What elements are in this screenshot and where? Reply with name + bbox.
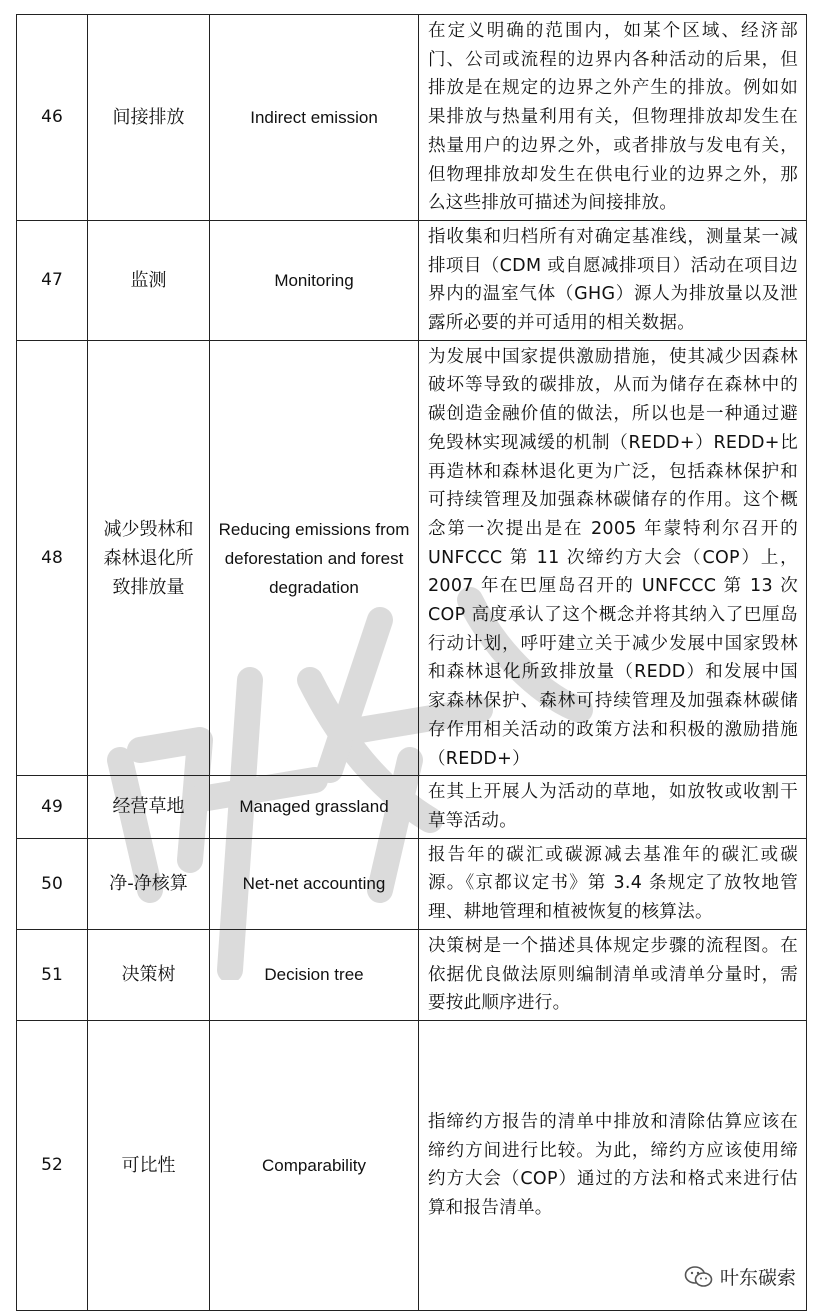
term-definition: 报告年的碳汇或碳源减去基准年的碳汇或碳源。《京都议定书》第 3.4 条规定了放牧地管理、耕地管理和植被恢复的核算法。 xyxy=(419,838,807,929)
table-row xyxy=(17,929,807,1020)
term-chinese: 净-净核算 xyxy=(88,838,210,929)
glossary-table xyxy=(16,14,807,1311)
term-definition: 决策树是一个描述具体规定步骤的流程图。在依据优良做法原则编制清单或清单分量时，需要按此顺序进行。 xyxy=(419,929,807,1020)
term-english: Reducing emissions from deforestation and forest degradation xyxy=(210,340,419,776)
footer-logo xyxy=(680,1261,800,1292)
table-row xyxy=(17,838,807,929)
term-number: 48 xyxy=(17,340,88,776)
brand-name: 叶东碳索 xyxy=(719,1267,796,1289)
term-number: 52 xyxy=(17,1020,88,1310)
term-definition: 为发展中国家提供激励措施，使其减少因森林破坏等导致的碳排放，从而为储存在森林中的碳创造金融价值的做法，所以也是一种通过避免毁林实现减缓的机制（REDD+）REDD+比再造林和森林退化更为广泛，包括森林保护和可持续管理及加强森林碳储存的作用。这个概念第一次提出是在 2005 年蒙特利尔召开的UNFCCC 第 11 次缔约方大会（COP）上，2007 年在巴厘岛召开的 UNFCCC 第 13 次 COP 高度承认了这个概念并将其纳入了巴厘岛行动计划，呼吁建立关于减少发展中国家毁林和森林退化所致排放量（REDD）和发展中国家森林保护、森林可持续管理及加强森林碳储存作用相关活动的政策方法和积极的激励措施（REDD+） xyxy=(419,340,807,776)
term-chinese: 决策树 xyxy=(88,929,210,1020)
table-row xyxy=(17,220,807,340)
term-chinese: 监测 xyxy=(88,220,210,340)
term-number: 50 xyxy=(17,838,88,929)
term-chinese: 减少毁林和森林退化所致排放量 xyxy=(88,340,210,776)
term-english: Indirect emission xyxy=(210,15,419,221)
term-english: Monitoring xyxy=(210,220,419,340)
term-chinese: 经营草地 xyxy=(88,776,210,838)
term-english: Net-net accounting xyxy=(210,838,419,929)
term-definition: 在其上开展人为活动的草地，如放牧或收割干草等活动。 xyxy=(419,776,807,838)
term-number: 46 xyxy=(17,15,88,221)
table-row xyxy=(17,340,807,776)
term-english: Managed grassland xyxy=(210,776,419,838)
term-number: 49 xyxy=(17,776,88,838)
term-chinese: 间接排放 xyxy=(88,15,210,221)
term-english: Comparability xyxy=(210,1020,419,1310)
term-chinese: 可比性 xyxy=(88,1020,210,1310)
term-english: Decision tree xyxy=(210,929,419,1020)
table-row xyxy=(17,15,807,221)
term-number: 51 xyxy=(17,929,88,1020)
table-row xyxy=(17,776,807,838)
wechat-icon xyxy=(684,1265,714,1289)
term-definition: 指收集和归档所有对确定基准线，测量某一减排项目（CDM 或自愿减排项目）活动在项目边界内的温室气体（GHG）源人为排放量以及泄露所必要的并可适用的相关数据。 xyxy=(419,220,807,340)
term-definition: 指缔约方报告的清单中排放和清除估算应该在缔约方间进行比较。为此，缔约方应该使用缔约方大会（COP）通过的方法和格式来进行估算和报告清单。 xyxy=(419,1020,807,1310)
term-number: 47 xyxy=(17,220,88,340)
term-definition: 在定义明确的范围内，如某个区域、经济部门、公司或流程的边界内各种活动的后果，但排放是在规定的边界之外产生的排放。例如如果排放与热量利用有关，但物理排放却发生在热量用户的边界之外，或者排放与发电有关，但物理排放却发生在供电行业的边界之外，那么这些排放可描述为间接排放。 xyxy=(419,15,807,221)
